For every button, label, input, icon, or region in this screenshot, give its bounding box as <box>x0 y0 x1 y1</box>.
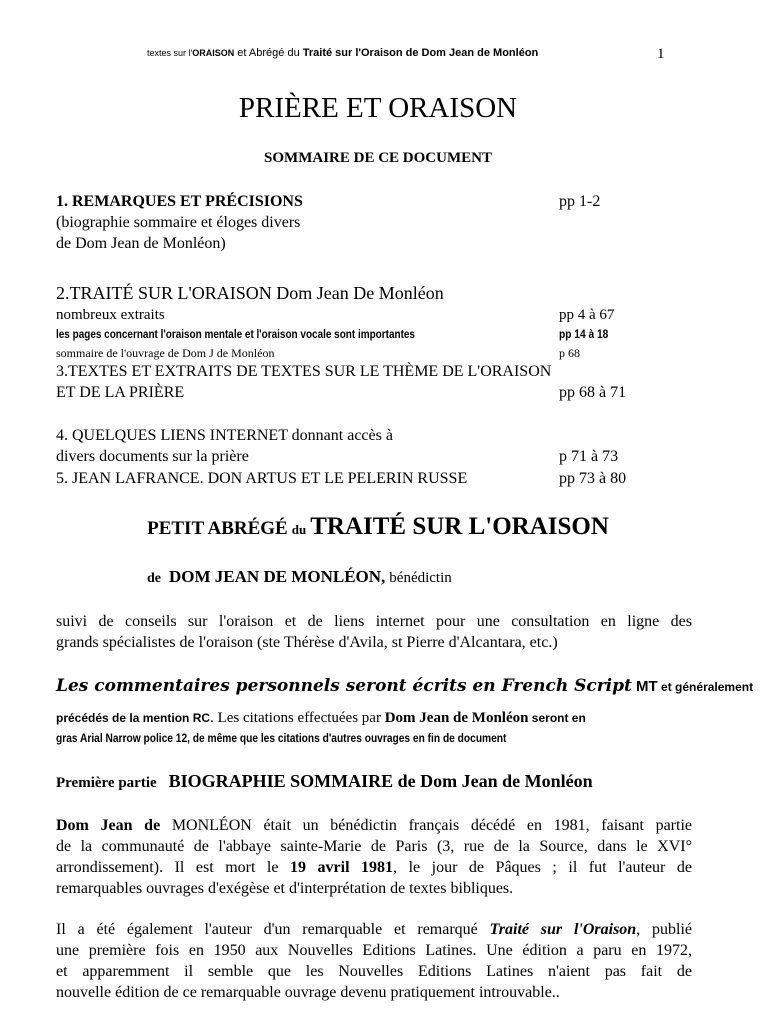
header-text-2: ORAISON <box>192 48 235 58</box>
para1-name-rest: MONLÉON <box>171 817 252 834</box>
toc-s3-line2: ET DE LA PRIÈRE <box>56 384 185 401</box>
page-title: PRIÈRE ET ORAISON <box>238 92 518 124</box>
font-note-line-3: gras Arial Narrow police 12, de même que les citations d'autres ouvrages en fin de document <box>56 731 507 745</box>
toc-s1-line2: (biographie sommaire et éloges divers <box>56 214 301 231</box>
note-after-mt: et généralement <box>657 680 754 694</box>
para1-l3-a: arrondissement). Il est mort le <box>56 859 290 876</box>
para1-bold-start: Dom Jean de <box>56 817 172 834</box>
toc-s4-pages: p 71 à 73 <box>559 448 619 465</box>
part1-label: Première partie <box>56 775 157 791</box>
note-l2-name: Dom Jean de Monléon <box>384 710 529 726</box>
toc-s2-title: 2.TRAITÉ SUR L'ORAISON Dom Jean De Monléon <box>56 283 444 303</box>
para2-line-3: et apparemment il semble que les Nouvelles Editions Latines n'aient pas fait de <box>56 963 692 980</box>
font-note-line-2 <box>56 709 586 727</box>
note-l2-c: seront en <box>528 711 586 725</box>
para1-line-4: remarquables ouvrages d'exégèse et d'interprétation de textes bibliques. <box>56 880 514 897</box>
abrege-de: de <box>147 571 161 586</box>
part1-heading <box>56 771 593 792</box>
toc-s2-sub3-pages: p 68 <box>559 346 580 360</box>
biography-paragraph-1 <box>56 815 692 899</box>
intro-line-2: grands spécialistes de l'oraison (ste Thérèse d'Avila, st Pierre d'Alcantara, etc.) <box>56 634 558 651</box>
intro-paragraph <box>56 611 692 653</box>
toc-s2-sub1: nombreux extraits <box>56 307 165 323</box>
toc-s3-pages: pp 68 à 71 <box>559 384 627 401</box>
part1-title: BIOGRAPHIE SOMMAIRE de Dom Jean de Monléon <box>168 771 593 791</box>
abrege-heading <box>0 513 756 541</box>
page-number: 1 <box>657 46 665 62</box>
toc-s5-pages: pp 73 à 80 <box>559 470 627 487</box>
toc-s2-sub2-pages: pp 14 à 18 <box>559 327 609 341</box>
toc-s4-line2: divers documents sur la prière <box>56 448 249 465</box>
abrege-author-line <box>147 567 452 587</box>
note-rc: RC <box>192 711 211 725</box>
para2-l1-a: Il a été également l'auteur d'un remarquable et remarqué <box>56 921 490 938</box>
note-l2-b: . Les citations effectuées par <box>210 710 385 726</box>
abrege-part3: TRAITÉ SUR L'ORAISON <box>310 513 609 540</box>
running-header <box>147 47 538 59</box>
toc-s3-line1: 3.TEXTES ET EXTRAITS DE TEXTES SUR LE THÈME DE L'ORAISON <box>56 363 552 380</box>
abrege-part2: du <box>291 522 307 537</box>
toc-s1-pages: pp 1-2 <box>559 193 601 210</box>
toc-s1-title: 1. REMARQUES ET PRÉCISIONS <box>56 193 303 210</box>
toc-s5-line: 5. JEAN LAFRANCE. DON ARTUS ET LE PELERIN RUSSE <box>56 470 468 487</box>
para1-l1-rest: était un bénédictin français décédé en 1981, faisant partie <box>251 817 692 834</box>
para1-line-1 <box>56 815 692 836</box>
toc-s2-sub1-pages: pp 4 à 67 <box>559 307 615 323</box>
header-text-4: Traité sur l'Oraison de Dom Jean de Monléon <box>302 47 539 59</box>
note-l2-a: précédés de la mention <box>56 711 193 725</box>
toc-s4-line1: 4. QUELQUES LIENS INTERNET donnant accès à <box>56 427 393 444</box>
biography-paragraph-2 <box>56 919 692 1003</box>
para2-line-1 <box>56 919 692 940</box>
para2-line-2: une première fois en 1950 aux Nouvelles Editions Latines. Une édition a paru en 1972, <box>56 942 692 959</box>
header-text-3: et Abrégé du <box>234 47 303 59</box>
abrege-part1: PETIT ABRÉGÉ <box>147 518 288 539</box>
para2-line-4: nouvelle édition de ce remarquable ouvrage devenu pratiquement introuvable.. <box>56 984 560 1001</box>
toc-s2-sub2: les pages concernant l'oraison mentale et l'oraison vocale sont importantes <box>56 327 415 341</box>
para1-date: 19 avril 1981 <box>290 859 394 876</box>
font-note-line-1 <box>56 676 753 696</box>
note-mt: MT <box>631 678 658 695</box>
para1-l3-b: , le jour de Pâques ; il fut l'auteur de <box>393 859 693 876</box>
para1-line-3 <box>56 857 692 878</box>
toc-s2-sub3: sommaire de l'ouvrage de Dom J de Monléon <box>56 346 275 360</box>
abrege-author-role: bénédictin <box>389 570 452 586</box>
header-text-1: textes sur l' <box>147 48 193 58</box>
script-sample: Les commentaires personnels seront écrits en French Script <box>56 676 632 696</box>
para2-l1-b: , publié <box>636 921 692 938</box>
para2-book-title: Traité sur l'Oraison <box>489 921 637 938</box>
summary-heading: SOMMAIRE DE CE DOCUMENT <box>264 150 492 166</box>
intro-line-1: suivi de conseils sur l'oraison et de liens internet pour une consultation en ligne des <box>56 613 692 630</box>
abrege-author-name: DOM JEAN DE MONLÉON, <box>169 567 386 586</box>
toc-s1-line3: de Dom Jean de Monléon) <box>56 235 226 252</box>
para1-line-2: de la communauté de l'abbaye sainte-Marie de Paris (3, rue de la Source, dans le XVI° <box>56 838 692 855</box>
